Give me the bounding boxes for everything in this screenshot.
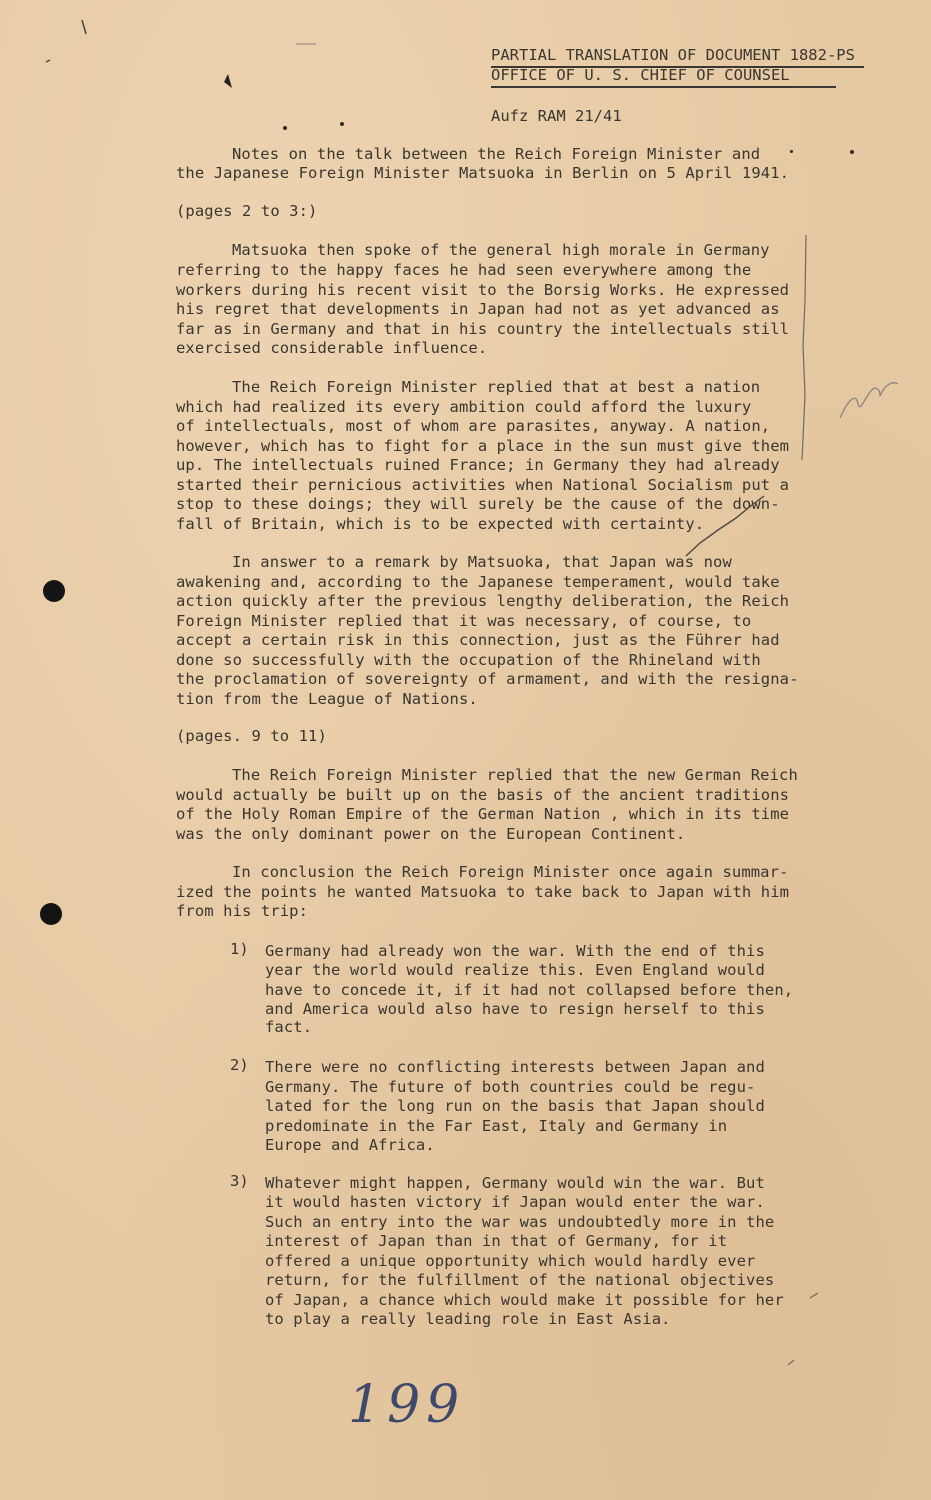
body-line: In answer to a remark by Matsuoka, that Japan was now <box>232 553 732 571</box>
body-line: up. The intellectuals ruined France; in Germany they had already <box>176 456 780 474</box>
body-line: of intellectuals, most of whom are parasites, anyway. A nation, <box>176 417 771 435</box>
section-label: (pages. 9 to 11) <box>176 727 327 745</box>
body-line: The Reich Foreign Minister replied that the new German Reich <box>232 766 798 784</box>
list-item-line: and America would also have to resign herself to this <box>265 1000 765 1018</box>
body-line: his regret that developments in Japan had not as yet advanced as <box>176 300 780 318</box>
body-line: done so successfully with the occupation of the Rhineland with <box>176 651 761 669</box>
list-item-line: There were no conflicting interests between Japan and <box>265 1058 765 1076</box>
list-item-line: Such an entry into the war was undoubtedly more in the <box>265 1213 775 1231</box>
list-item-line: Whatever might happen, Germany would win the war. But <box>265 1174 765 1192</box>
body-line: action quickly after the previous lengthy deliberation, the Reich <box>176 592 790 610</box>
body-line: Matsuoka then spoke of the general high morale in Germany <box>232 241 770 259</box>
body-line: The Reich Foreign Minister replied that at best a nation <box>232 378 761 396</box>
body-line: started their pernicious activities when National Socialism put a <box>176 476 790 494</box>
reference-code: Aufz RAM 21/41 <box>491 107 622 125</box>
body-line: far as in Germany and that in his country the intellectuals still <box>176 320 790 338</box>
body-line: exercised considerable influence. <box>176 339 488 357</box>
list-number: 1) <box>230 940 249 958</box>
list-item-line: offered a unique opportunity which would hardly ever <box>265 1252 756 1270</box>
list-number: 2) <box>230 1056 249 1074</box>
intro-line: the Japanese Foreign Minister Matsuoka in Berlin on 5 April 1941. <box>176 164 790 182</box>
body-line: Foreign Minister replied that it was necessary, of course, to <box>176 612 752 630</box>
body-line: the proclamation of sovereignty of armament, and with the resigna- <box>176 670 799 688</box>
body-line: was the only dominant power on the European Continent. <box>176 825 686 843</box>
list-number: 3) <box>230 1172 249 1190</box>
body-line: accept a certain risk in this connection, just as the Führer had <box>176 631 780 649</box>
list-item-line: Germany. The future of both countries could be regu- <box>265 1078 756 1096</box>
intro-line: Notes on the talk between the Reich Foreign Minister and <box>232 145 761 163</box>
list-item-line: of Japan, a chance which would make it possible for her <box>265 1291 784 1309</box>
list-item-line: return, for the fulfillment of the national objectives <box>265 1271 775 1289</box>
body-line: tion from the League of Nations. <box>176 690 478 708</box>
body-line: In conclusion the Reich Foreign Minister once again summar- <box>232 863 789 881</box>
handwritten-page-number: 199 <box>348 1375 466 1435</box>
list-item-line: fact. <box>265 1018 313 1036</box>
body-line: awakening and, according to the Japanese temperament, would take <box>176 573 780 591</box>
list-item-line: have to concede it, if it had not collapsed before then, <box>265 981 794 999</box>
office-line: OFFICE OF U. S. CHIEF OF COUNSEL <box>491 66 790 84</box>
list-item-line: it would hasten victory if Japan would enter the war. <box>265 1193 765 1211</box>
list-item-line: year the world would realize this. Even England would <box>265 961 765 979</box>
list-item-line: predominate in the Far East, Italy and Germany in <box>265 1117 728 1135</box>
body-line: ized the points he wanted Matsuoka to take back to Japan with him <box>176 883 790 901</box>
body-line: however, which has to fight for a place in the sun must give them <box>176 437 790 455</box>
document-title: PARTIAL TRANSLATION OF DOCUMENT 1882-PS <box>491 46 855 64</box>
body-line: which had realized its every ambition could afford the luxury <box>176 398 752 416</box>
body-line: from his trip: <box>176 902 309 920</box>
body-line: referring to the happy faces he had seen everywhere among the <box>176 261 752 279</box>
section-label: (pages 2 to 3:) <box>176 202 318 220</box>
list-item-line: Germany had already won the war. With the end of this <box>265 942 765 960</box>
body-line: of the Holy Roman Empire of the German Nation , which in its time <box>176 805 790 823</box>
list-item-line: interest of Japan than in that of Germany, for it <box>265 1232 728 1250</box>
list-item-line: to play a really leading role in East Asia. <box>265 1310 671 1328</box>
list-item-line: Europe and Africa. <box>265 1136 435 1154</box>
list-item-line: lated for the long run on the basis that Japan should <box>265 1097 765 1115</box>
body-line: workers during his recent visit to the Borsig Works. He expressed <box>176 281 790 299</box>
body-line: fall of Britain, which is to be expected with certainty. <box>176 515 705 533</box>
body-line: stop to these doings; they will surely be the cause of the down- <box>176 495 780 513</box>
body-line: would actually be built up on the basis of the ancient traditions <box>176 786 790 804</box>
